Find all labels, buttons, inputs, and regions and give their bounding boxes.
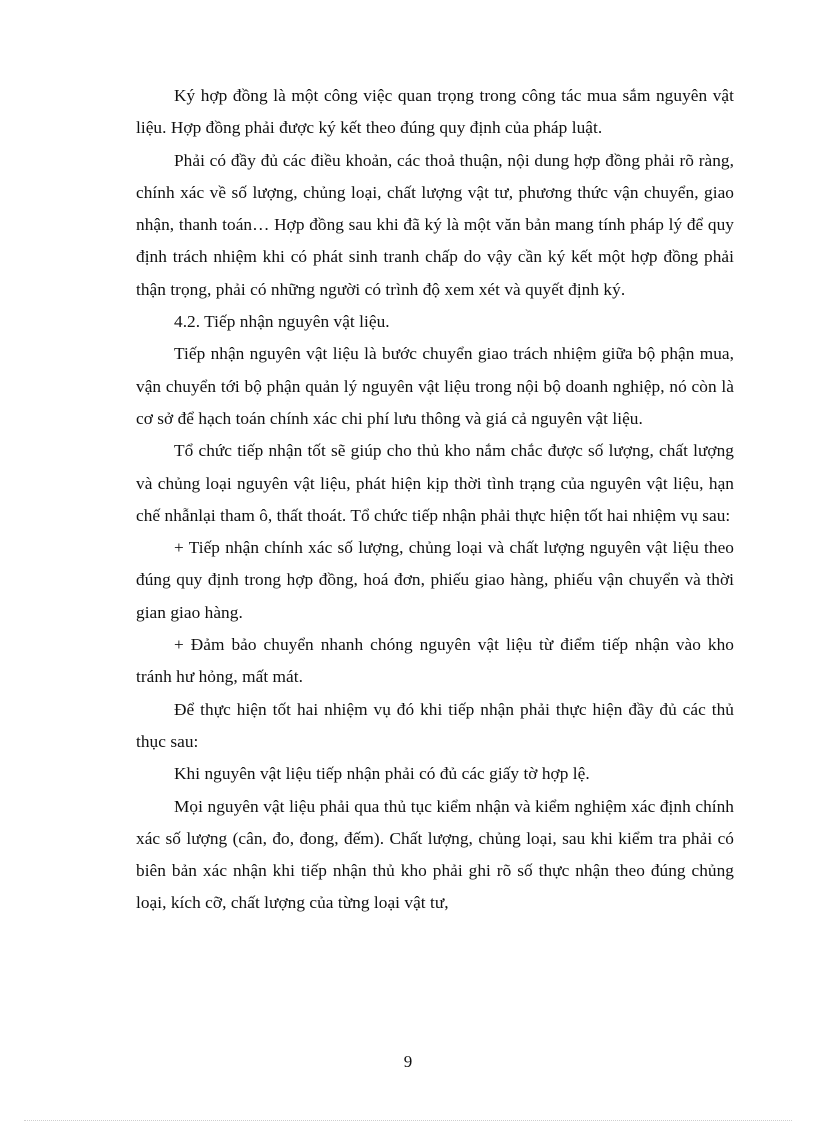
list-item-fast-transfer: + Đảm bảo chuyển nhanh chóng nguyên vật liệu từ điểm tiếp nhận vào kho tránh hư hỏng, mất mát.	[136, 635, 734, 687]
paragraph-contract-terms: Phải có đầy đủ các điều khoản, các thoả thuận, nội dung hợp đồng phải rõ ràng, chính xác về số lượng, chủng loại, chất lượng vật tư, phương thức vận chuyển, giao nhận, thanh toán… Hợp đồng sau khi đã ký là một văn bản mang tính pháp lý để quy định trách nhiệm khi có phát sinh tranh chấp do vậy cần ký kết một hợp đồng phải thận trọng, phải có những người có trình độ xem xét và quyết định ký.	[136, 150, 734, 299]
paragraph-contract-signing: Ký hợp đồng là một công việc quan trọng trong công tác mua sắm nguyên vật liệu. Hợp đồng phải được ký kết theo đúng quy định của pháp luật.	[136, 86, 734, 138]
paragraph-receiving-organization: Tổ chức tiếp nhận tốt sẽ giúp cho thủ kho nắm chắc được số lượng, chất lượng và chủng loại nguyên vật liệu, phát hiện kịp thời tình trạng của nguyên vật liệu, hạn chế nhẫnlại tham ô, thất thoát. Tổ chức tiếp nhận phải thực hiện tốt hai nhiệm vụ sau:	[136, 441, 734, 525]
section-heading-4-2: 4.2. Tiếp nhận nguyên vật liệu.	[174, 312, 390, 332]
paragraph-valid-documents: Khi nguyên vật liệu tiếp nhận phải có đủ các giấy tờ hợp lệ.	[174, 764, 590, 784]
document-body	[136, 80, 734, 920]
page-number: 9	[403, 1052, 413, 1071]
paragraph-inspection: Mọi nguyên vật liệu phải qua thủ tục kiểm nhận và kiểm nghiệm xác định chính xác số lượng (cân, đo, đong, đếm). Chất lượng, chủng loại, sau khi kiểm tra phải có biên bản xác nhận khi tiếp nhận thủ kho phải ghi rõ số thực nhận theo đúng chủng loại, kích cỡ, chất lượng của từng loại vật tư,	[136, 796, 734, 913]
page-bottom-divider	[24, 1120, 792, 1121]
list-item-accurate-receipt: + Tiếp nhận chính xác số lượng, chủng loại và chất lượng nguyên vật liệu theo đúng quy định trong hợp đồng, hoá đơn, phiếu giao hàng, phiếu vận chuyển và thời gian giao hàng.	[136, 538, 734, 622]
paragraph-procedures-intro: Để thực hiện tốt hai nhiệm vụ đó khi tiếp nhận phải thực hiện đầy đủ các thủ thục sau:	[136, 699, 734, 751]
paragraph-receiving-definition: Tiếp nhận nguyên vật liệu là bước chuyển giao trách nhiệm giữa bộ phận mua, vận chuyển tới bộ phận quản lý nguyên vật liệu trong nội bộ doanh nghiệp, nó còn là cơ sở để hạch toán chính xác chi phí lưu thông và giá cả nguyên vật liệu.	[136, 344, 734, 428]
